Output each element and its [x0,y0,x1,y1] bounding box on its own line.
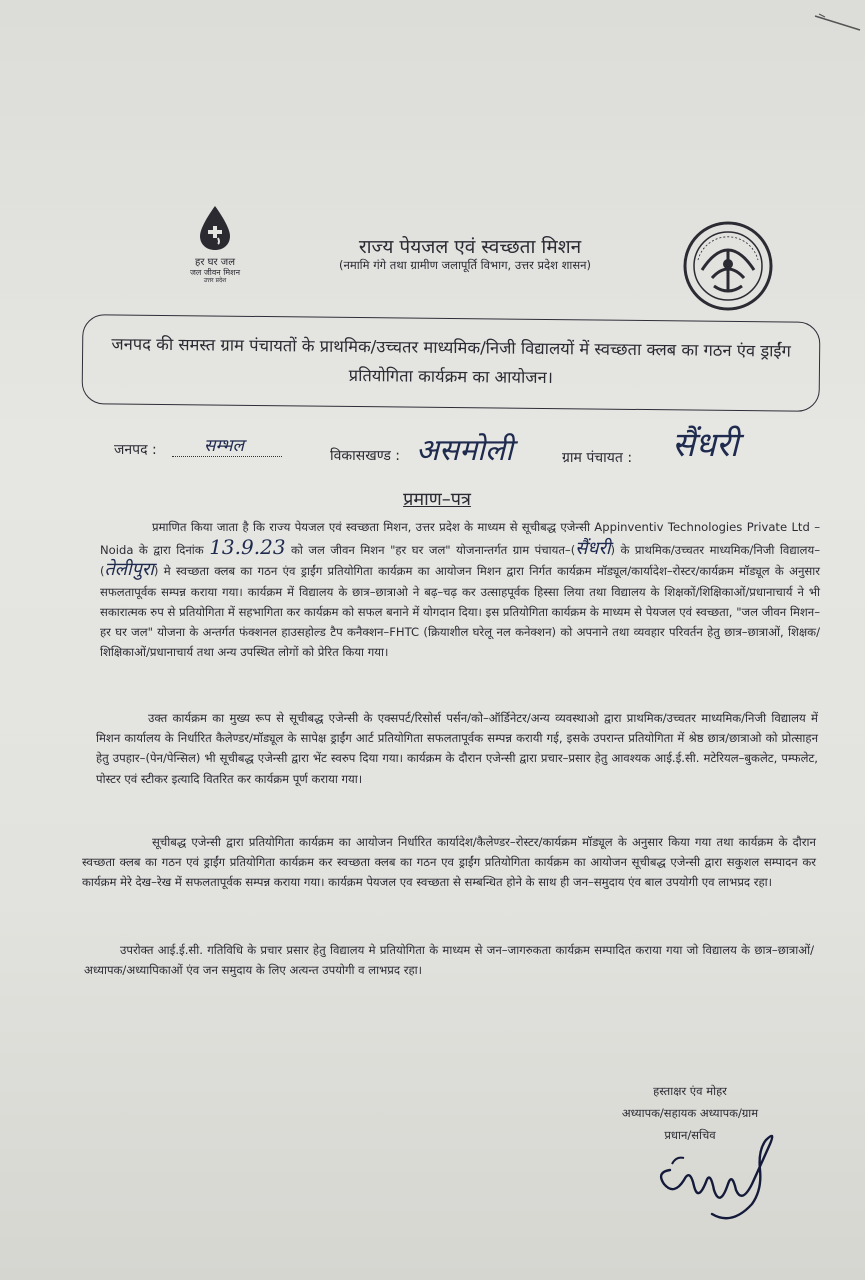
mission-subtitle: (नमामि गंगे तथा ग्रामीण जलापूर्ति विभाग, उत्तर प्रदेश शासन) [338,258,592,272]
paragraph-4: उपरोक्त आई.ई.सी. गतिविधि के प्रचार प्रसार हेतु विद्यालय मे प्रतियोगिता के माध्यम से जन–जागरुकता कार्यक्रम सम्पादित कराया गया जो विद्यालय के छात्र–छात्राओं/अध्यापक/अध्यापिकाओं एंव जन समुदाय के लिए अत्यन्त उपयोगी व लाभप्रद रहा। [84,943,814,978]
p1-text-d: ) मे स्वच्छता क्लब का गठन एंव ड्राईंग प्रतियोगिता कार्यक्रम का आयोजन मिशन द्वारा निर्गत कार्यक्रम मॉड्यूल/कार्यादेश–रोस्टर/कार्यक्रम मॉड्यूल के अनुसार सफलतापूर्वक सम्पन्न कराया गया। कार्यक्रम में विद्यालय के छात्र–छात्राओ ने बढ़–चढ़ कर उत्साहपूर्वक हिस्सा लिया तथा विद्यालय के शिक्षकों/शिक्षिकाओं/प्रधानाचार्य ने भी सकारात्मक रुप से प्रतियोगिता में सहभागिता कर कार्यक्रम को सफल बनाने में योगदान दिया। इस प्रतियोगिता कार्यक्रम के माध्यम से पेयजल एवं स्वच्छता, "जल जीवन मिशन–हर घर जल" योजना के अन्तर्गत फंक्शनल हाउसहोल्ड टैप कनैक्शन–FHTC (क्रियाशील घरेलू नल कनेक्शन) को अपनाने तथा व्यवहार परिवर्तन हेतु छात्र–छात्राओं, शिक्षक/शिक्षिकाओं/प्रधानाचार्य तथा अन्य उपस्थित लोगों को प्रेरित किया गया। [100,564,820,660]
district-underline [172,456,282,457]
signature-caption-2: अध्यापक/सहायक अध्यापक/ग्राम [621,1106,759,1120]
block-value: असमोली [416,433,514,468]
district-label: जनपद : [114,442,157,458]
mission-title: राज्य पेयजल एवं स्वच्छता मिशन [358,236,582,258]
up-government-seal [682,220,774,312]
logo-line3: उत्तर प्रदेश [203,277,227,284]
subject-box: जनपद की समस्त ग्राम पंचायतों के प्राथमिक/उच्चतर माध्यमिक/निजी विद्यालयों में स्वच्छता क्लब का गठन एंव ड्राईंग प्रतियोगिता कार्यक्रम का आयोजन। [82,314,821,412]
district-value: सम्भल [204,436,245,456]
panchayat-value: सैंधरी [672,425,739,465]
logo-line1: हर घर जल [195,257,235,268]
gram-panchayat-value: सैंधरी [575,538,611,560]
certificate-title: प्रमाण–पत्र [403,489,471,510]
p1-text-c: ) के प्राथमिक/उच्चतर माध्यमिक/निजी विद्यालय–( [100,543,821,579]
p1-text-b: को जल जीवन मिशन "हर घर जल" योजनान्तर्गत ग्राम पंचायत–( [291,543,576,558]
paragraph-1 [100,517,820,662]
logo-line2: जल जीवन मिशन [189,268,241,277]
pen-scratch-mark [805,8,865,38]
p1-text-a: प्रमाणित किया जाता है कि राज्य पेयजल एवं स्वच्छता मिशन, उत्तर प्रदेश के माध्यम से सूचीबद्ध एजेन्सी Appinventiv Technologies Private Ltd – Noida के द्वारा दिनांक [100,520,820,558]
paragraph-3: सूचीबद्ध एजेन्सी द्वारा प्रतियोगिता कार्यक्रम का आयोजन निर्धारित कार्यादेश/कैलेण्डर–रोस्टर/कार्यक्रम मॉड्यूल के अनुसार किया गया तथा कार्यक्रम के दौरान स्वच्छता क्लब का गठन एवं ड्राईंग प्रतियोगिता कार्यक्रम कर स्वच्छता क्लब का गठन एव ड्राईंग प्रतियोगिता कार्यक्रम का आयोजन सूचीबद्ध एजेन्सी द्वारा सकुशल सम्पादन कर कार्यक्रम मेरे देख–रेख में सफलतापूर्वक सम्पन्न कराया गया। कार्यक्रम पेयजल एव स्वच्छता से सम्बन्धित होने के साथ ही जन–समुदाय एंव बाल उपयोगी एव लाभप्रद रहा। [82,835,816,890]
block-label: विकासखण्ड : [330,448,401,464]
date-value: 13.9.23 [209,535,286,560]
panchayat-label: ग्राम पंचायत : [562,450,633,466]
signature-caption-3: प्रधान/सचिव [664,1128,716,1142]
signature-caption-1: हस्ताक्षर एंव मोहर [653,1084,727,1098]
water-drop-icon [196,204,234,252]
school-value: तेलीपुरा [104,559,154,581]
handwritten-signature [650,1130,800,1220]
paragraph-2: उक्त कार्यक्रम का मुख्य रूप से सूचीबद्ध एजेन्सी के एक्सपर्ट/रिसोर्स पर्सन/को–ऑर्डिनेटर/अन्य व्यवस्थाओ द्वारा प्राथमिक/उच्चतर माध्यमिक/निजी विद्यालय में मिशन कार्यालय के निर्धारित कैलेण्डर/मॉड्यूल के सापेक्ष ड्राईंग आर्ट प्रतियोगिता सफलतापूर्वक सम्पन्न करायी गई, इसके उपरान्त प्रतियोगिता में श्रेष्ठ छात्र/छात्राओ को प्रोत्साहन हेतु उपहार–(पेन/पेन्सिल) भी सूचीबद्ध एजेन्सी द्वारा भेंट स्वरुप दिया गया। कार्यक्रम के दौरान एजेन्सी द्वारा प्रचार–प्रसार हेतु आवश्यक आई.ई.सी. मटेरियल–बुकलेट, पम्फलेट, पोस्टर एवं स्टीकर इत्यादि वितरित कर कार्यक्रम पूर्ण कराया गया। [96,711,818,786]
har-ghar-jal-logo [180,204,250,284]
